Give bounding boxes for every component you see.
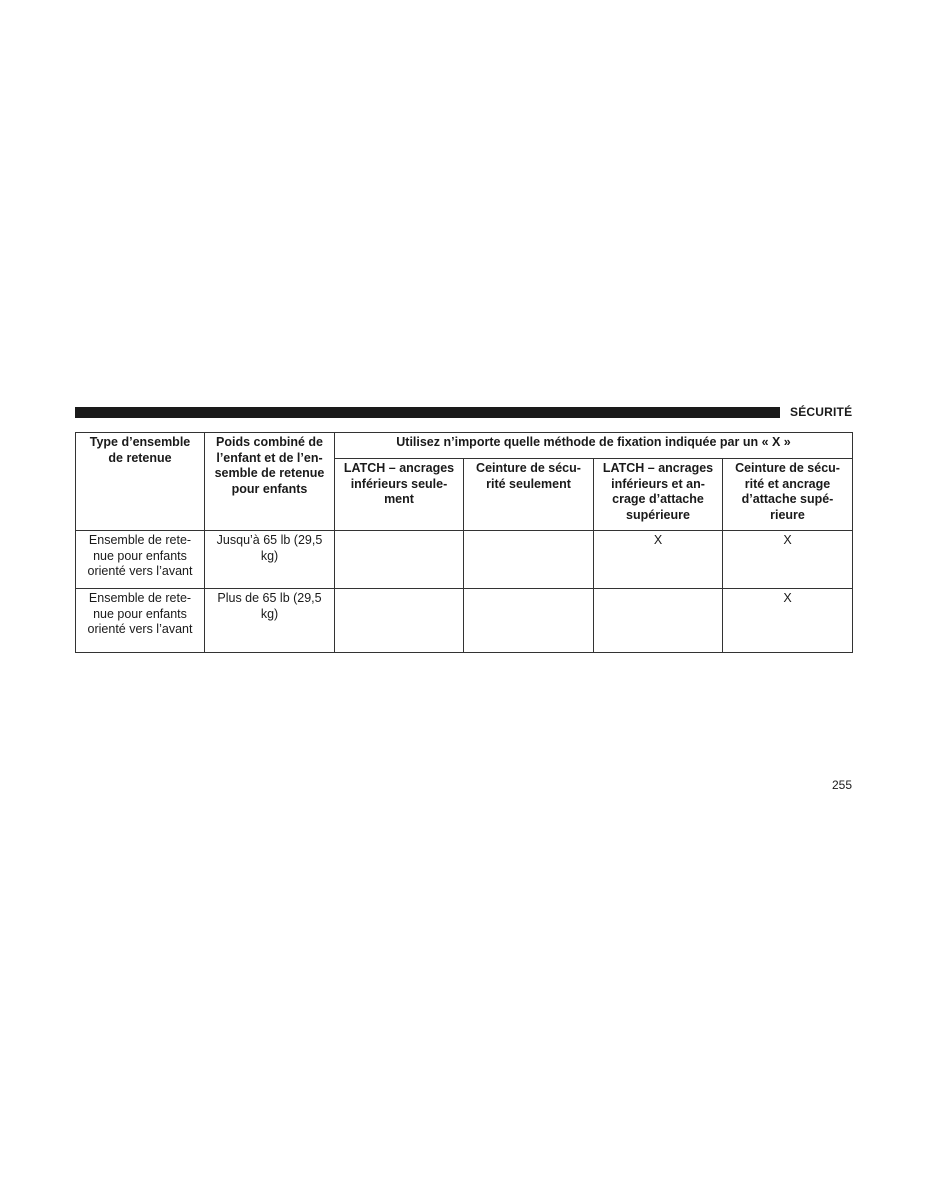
section-header-bar (75, 407, 780, 418)
table-row (76, 589, 853, 653)
subheader-seatbelt-and-tether: Ceinture de sécu- rité et ancrage d’attache supé- rieure (723, 459, 853, 531)
header-restraint-type: Type d’ensemble de retenue (76, 433, 205, 531)
cell-mark-latch-and-tether (594, 589, 723, 653)
cell-mark-latch-lower-only (335, 531, 464, 589)
section-title: SÉCURITÉ (790, 405, 853, 419)
cell-mark-latch-lower-only (335, 589, 464, 653)
cell-weight: Plus de 65 lb (29,5 kg) (205, 589, 335, 653)
header-combined-weight: Poids combiné de l’enfant et de l’en- semble de retenue pour enfants (205, 433, 335, 531)
subheader-seatbelt-only: Ceinture de sécu- rité seulement (464, 459, 594, 531)
header-fixation-method: Utilisez n’importe quelle méthode de fixation indiquée par un « X » (335, 433, 853, 459)
cell-restraint-type: Ensemble de rete- nue pour enfants orienté vers l’avant (76, 589, 205, 653)
cell-mark-seatbelt-only (464, 531, 594, 589)
cell-weight: Jusqu’à 65 lb (29,5 kg) (205, 531, 335, 589)
subheader-latch-and-tether: LATCH – ancrages inférieurs et an- crage d’attache supérieure (594, 459, 723, 531)
cell-mark-latch-and-tether: X (594, 531, 723, 589)
page-number: 255 (831, 778, 852, 792)
restraint-fixation-table (75, 432, 853, 653)
cell-mark-seatbelt-and-tether: X (723, 531, 853, 589)
cell-restraint-type: Ensemble de rete- nue pour enfants orienté vers l’avant (76, 531, 205, 589)
cell-mark-seatbelt-only (464, 589, 594, 653)
table-row (76, 531, 853, 589)
subheader-latch-lower-only: LATCH – ancrages inférieurs seule- ment (335, 459, 464, 531)
cell-mark-seatbelt-and-tether: X (723, 589, 853, 653)
